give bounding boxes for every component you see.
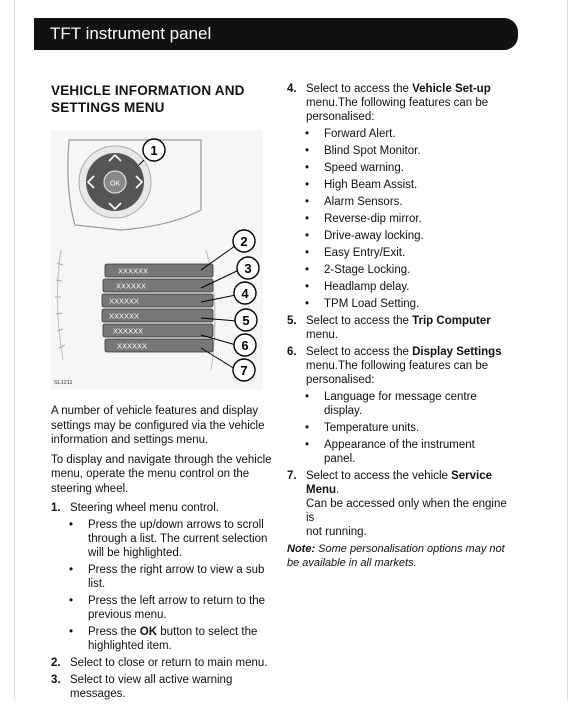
callout-6-label: 6 — [241, 338, 249, 353]
list-item: • Language for message centre display. — [287, 390, 509, 418]
callout-1-label: 1 — [150, 143, 158, 158]
list-item: • Appearance of the instrument panel. — [287, 438, 509, 466]
intro-paragraph-1: A number of vehicle features and display settings may be configured via the vehicle information and settings menu. — [51, 405, 265, 446]
menu-row-2-label: XXXXXX — [116, 281, 147, 291]
ok-button-label: OK — [109, 180, 121, 188]
step-1-bullet-3: • Press the left arrow to return to the previous menu. — [51, 594, 276, 622]
menu-row-1-label: XXXXXX — [118, 266, 149, 276]
step-1-bullet-1: • Press the up/down arrows to scroll through a list. The current selection will be highlighted. — [51, 518, 276, 560]
list-item: • Alarm Sensors. — [287, 195, 509, 209]
step-6: 6. Select to access the Display Settings menu.The following features can be personalised: — [287, 346, 502, 386]
list-item: • Temperature units. — [287, 421, 509, 435]
left-column-body — [51, 404, 276, 704]
heading-line-1: VEHICLE INFORMATION AND — [51, 83, 245, 98]
list-item: • Reverse-dip mirror. — [287, 212, 509, 226]
list-item: • TPM Load Setting. — [287, 297, 509, 311]
step-1-bullet-2: • Press the right arrow to view a sub list. — [51, 563, 276, 591]
steering-menu-figure — [51, 130, 263, 390]
menu-row-6-label: XXXXXX — [117, 341, 148, 351]
step-7: 7. Select to access the vehicle Service Menu. Can be accessed only when the engine is not running. — [287, 470, 507, 538]
list-item: • Headlamp delay. — [287, 280, 509, 294]
list-item: • Easy Entry/Exit. — [287, 246, 509, 260]
step-2: 2. Select to close or return to main menu. — [51, 657, 268, 669]
step-4: 4. Select to access the Vehicle Set-up menu.The following features can be personalised: — [287, 83, 491, 123]
step-1: 1. Steering wheel menu control. — [51, 502, 219, 514]
page-heading — [51, 82, 271, 116]
heading-line-2: SETTINGS MENU — [51, 100, 165, 115]
intro-paragraph-2: To display and navigate through the vehicle menu, operate the menu control on the steering wheel. — [51, 453, 272, 495]
right-column — [287, 82, 509, 570]
callout-4-label: 4 — [241, 286, 249, 301]
callout-3-label: 3 — [244, 261, 252, 276]
note: Note: Some personalisation options may not be available in all markets. — [287, 543, 505, 569]
callout-7-label: 7 — [240, 363, 248, 378]
list-item: • Blind Spot Monitor. — [287, 144, 509, 158]
menu-row-4-label: XXXXXX — [109, 311, 140, 321]
menu-row-5-label: XXXXXX — [113, 326, 144, 336]
section-header — [34, 18, 518, 50]
step-5: 5. Select to access the Trip Computer menu. — [287, 315, 491, 341]
list-item: • Speed warning. — [287, 161, 509, 175]
vehicle-setup-list — [287, 127, 509, 311]
figure-reference: SL1211 — [54, 380, 73, 386]
menu-row-3-label: XXXXXX — [109, 296, 140, 306]
list-item: • High Beam Assist. — [287, 178, 509, 192]
page-border-right — [567, 0, 568, 700]
list-item: • Forward Alert. — [287, 127, 509, 141]
callout-2-label: 2 — [240, 234, 248, 249]
display-settings-list — [287, 390, 509, 466]
list-item: • 2-Stage Locking. — [287, 263, 509, 277]
section-title: TFT instrument panel — [50, 24, 212, 43]
step-1-bullet-4: • Press the OK button to select the highlighted item. — [51, 625, 276, 653]
page-border-left — [14, 0, 15, 700]
step-3: 3. Select to view all active warning messages. — [51, 674, 233, 700]
left-column — [51, 82, 271, 126]
callout-5-label: 5 — [242, 313, 250, 328]
list-item: • Drive-away locking. — [287, 229, 509, 243]
